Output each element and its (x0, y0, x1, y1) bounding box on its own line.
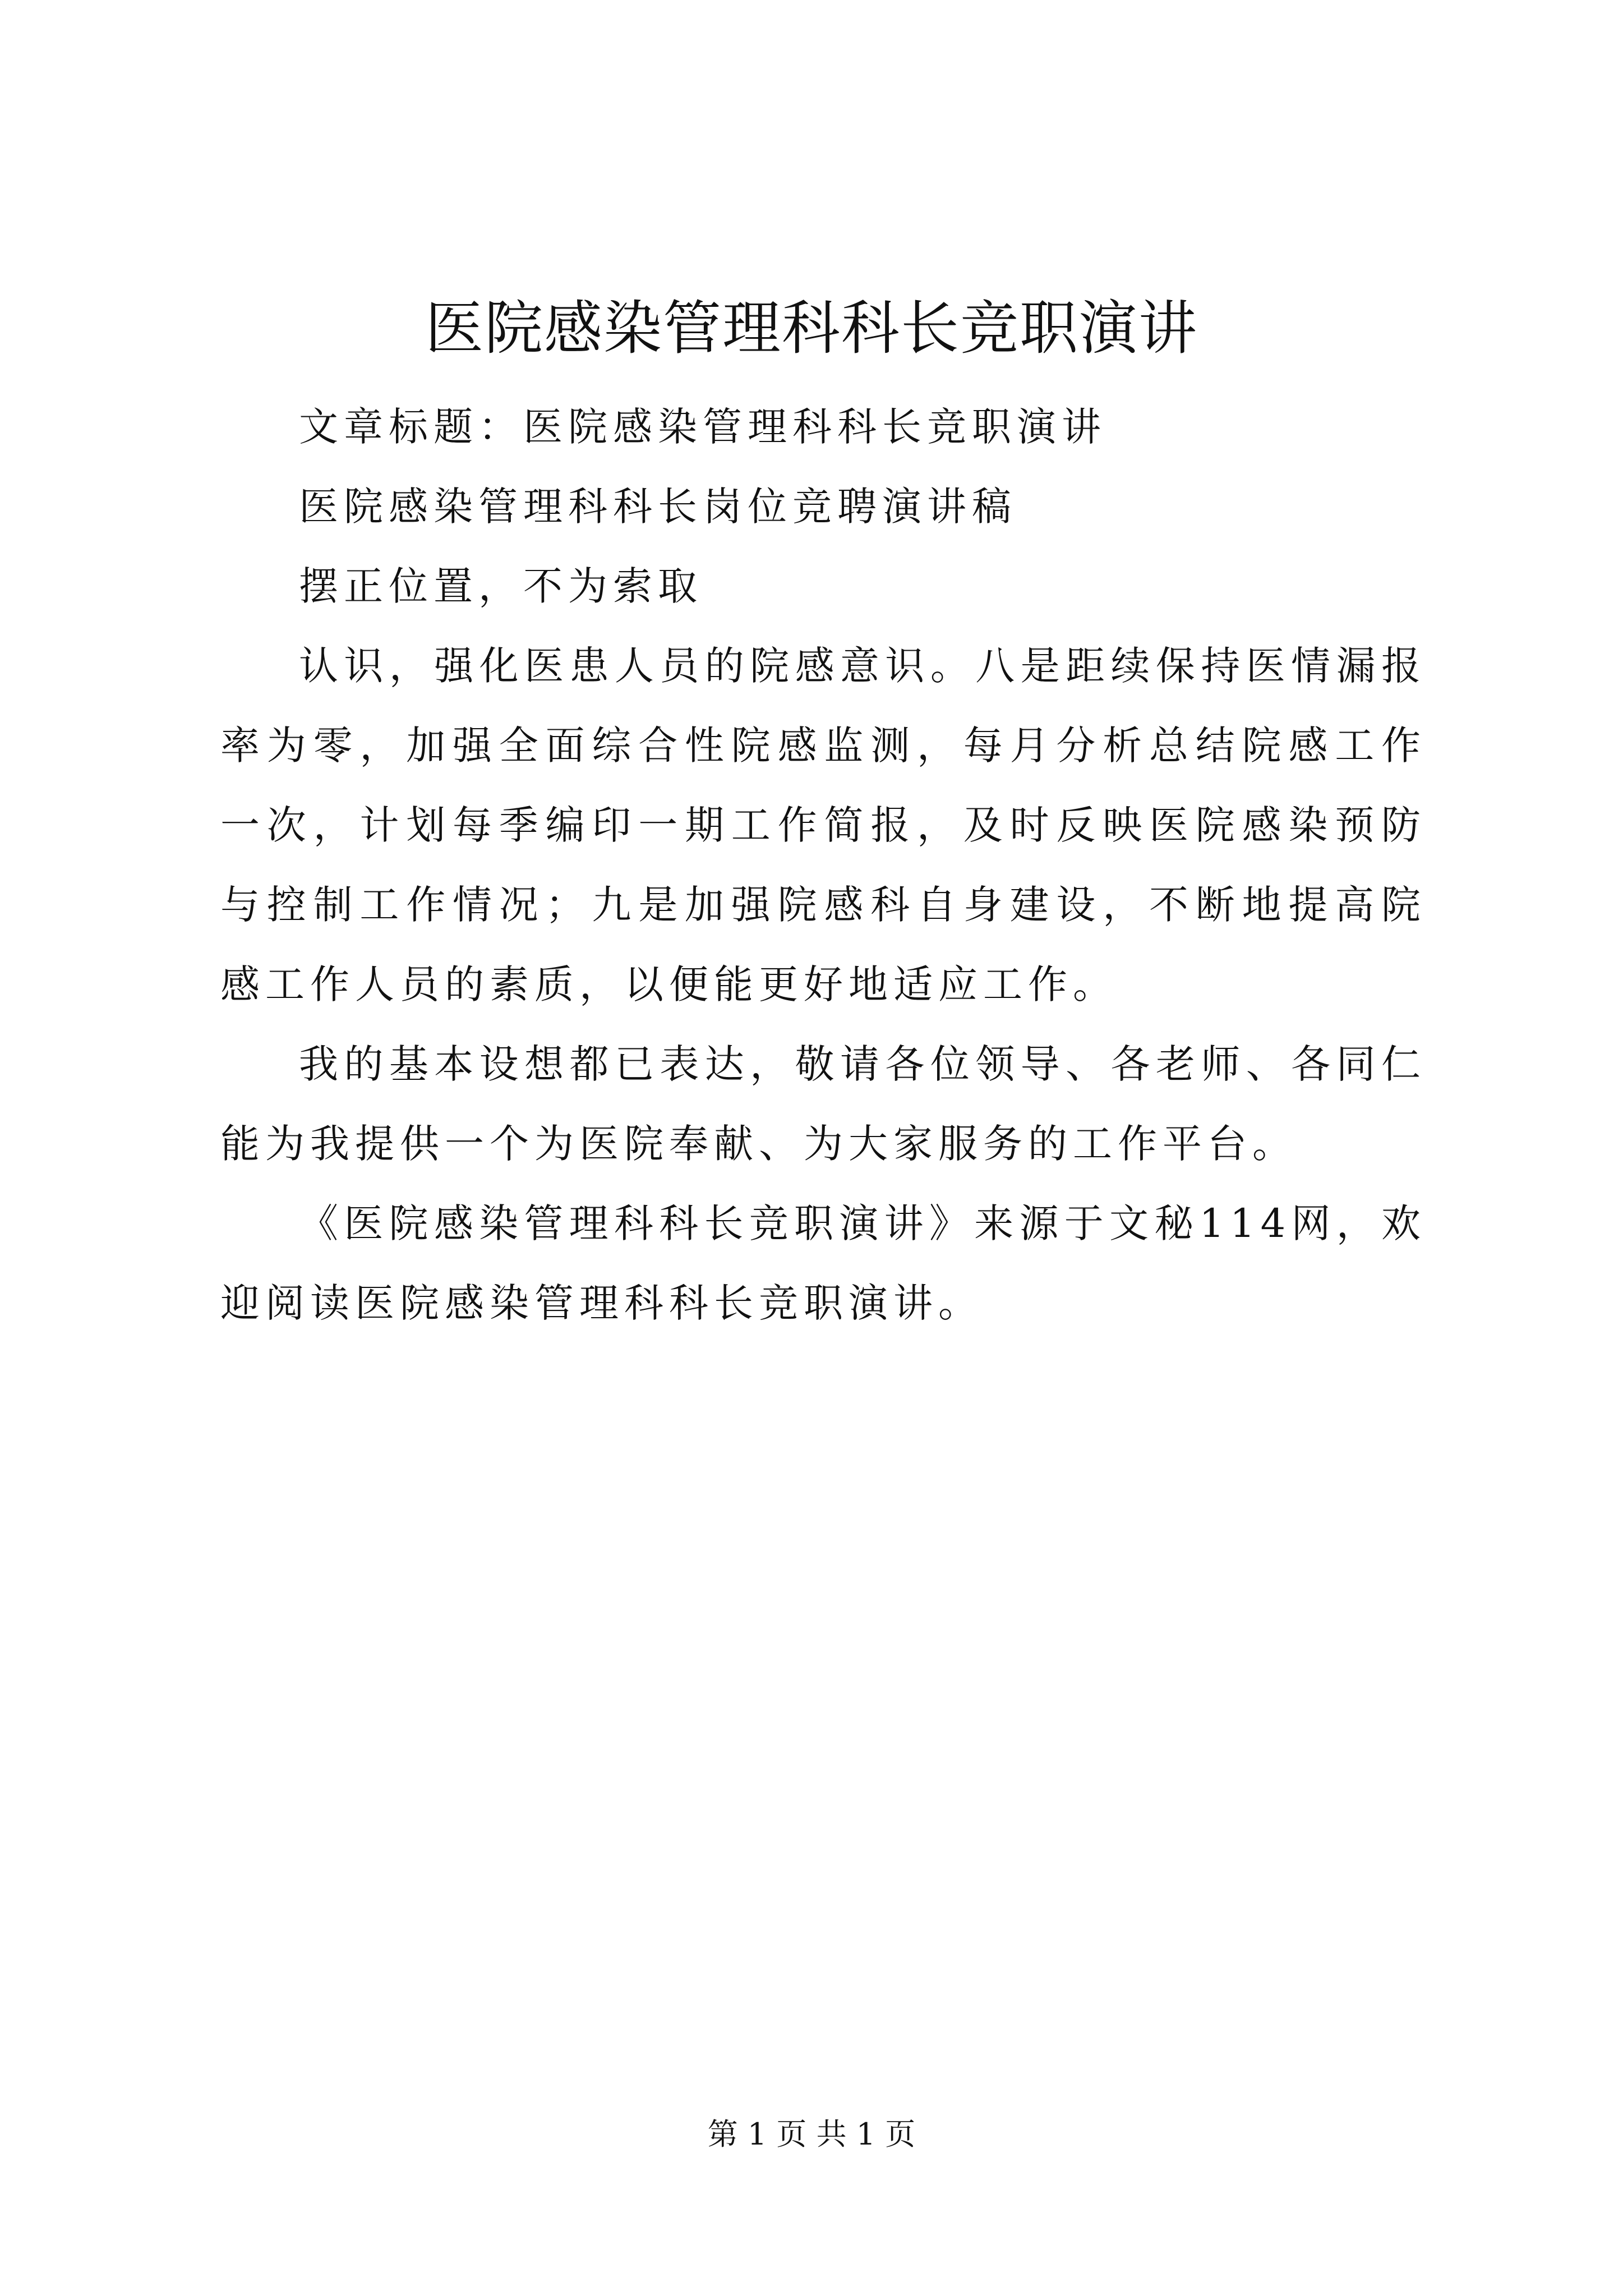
paragraph-source: 《医院感染管理科科长竞职演讲》来源于文秘114网，欢迎阅读医院感染管理科科长竞职演讲。 (220, 1200, 1426, 1326)
paragraph-subtitle: 医院感染管理科科长岗位竞聘演讲稿 (299, 484, 1017, 530)
page-number-label: 第 1 页 共 1 页 (707, 2116, 916, 2152)
paragraph-body-2: 我的基本设想都已表达，敬请各位领导、各老师、各同仁能为我提供一个为医院奉献、为大家服务的工作平台。 (220, 1041, 1426, 1167)
page-footer (0, 2115, 1623, 2154)
paragraph-body-1: 认识，强化医患人员的院感意识。八是距续保持医情漏报率为零，加强全面综合性院感监测，每月分析总结院感工作一次，计划每季编印一期工作简报，及时反映医院感染预防与控制工作情况；九是加强院感科自身建设，不断地提高院感工作人员的素质，以便能更好地适应工作。 (220, 643, 1426, 1007)
document-title: 医院感染管理科科长竞职演讲 (425, 294, 1198, 362)
paragraph-heading: 摆正位置，不为索取 (299, 563, 703, 609)
paragraph-article-title: 文章标题：医院感染管理科科长竞职演讲 (299, 404, 1106, 450)
document-body (220, 387, 1426, 1343)
